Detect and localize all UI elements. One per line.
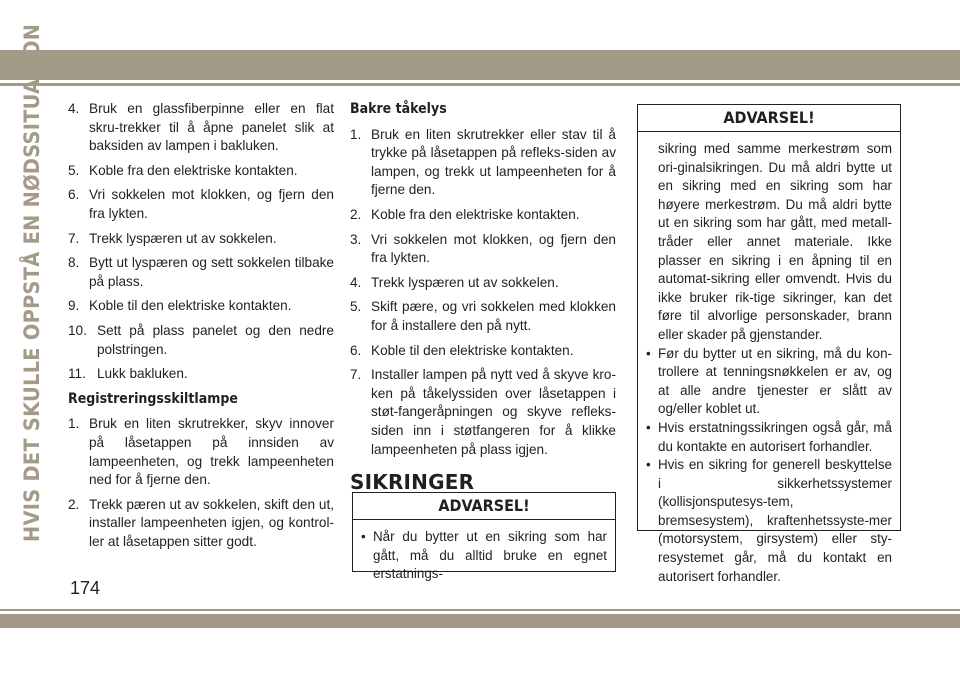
step-number: 3. — [350, 231, 362, 247]
step-text: Koble fra den elektriske kontakten. — [371, 206, 580, 222]
step-number: 4. — [68, 101, 80, 116]
rear-fog-steps — [350, 126, 616, 460]
step-number: 5. — [68, 162, 80, 178]
step-number: 6. — [350, 342, 362, 358]
footer-rule — [0, 609, 960, 611]
warning-bullet: • Før du bytter ut en sikring, må du kon-trollere at tenningsnøkkelen er av, og at alle andre tjenester er slått av og/eller koblet ut. — [646, 345, 892, 419]
footer-band — [0, 614, 960, 628]
chapter-side-title: HVIS DET SKULLE OPPSTÅ EN NØDSSITUASJON — [20, 23, 45, 542]
warning-body — [638, 132, 900, 594]
list-item — [350, 231, 616, 268]
step-number: 4. — [350, 274, 362, 290]
step-number: 7. — [68, 230, 80, 246]
warning-bullet: • Hvis erstatningssikringen også går, må du kontakte en autorisert forhandler. — [646, 419, 892, 456]
step-text: Lukk bakluken. — [97, 366, 188, 382]
step-number: 8. — [68, 255, 80, 271]
step-number: 1. — [68, 416, 80, 432]
column-1 — [68, 100, 334, 557]
step-text: Trekk lyspæren ut av sokkelen. — [371, 274, 559, 290]
warning-bullet: • Når du bytter ut en sikring som har gått, må du alltid bruke en egnet erstatnings- — [361, 528, 607, 584]
step-text: Skift pære, og vri sokkelen med klokken for å installere den på nytt. — [371, 299, 616, 333]
step-number: 1. — [350, 126, 362, 142]
list-item — [350, 126, 616, 200]
step-number: 9. — [68, 298, 80, 314]
list-item — [68, 297, 334, 316]
step-text: Bytt ut lyspæren og sett sokkelen tilbake på plass. — [89, 255, 334, 289]
step-text: Bruk en liten skrutrekker eller stav til å trykke på låsetappen på refleks-siden av lampen, og trekk ut lampeenheten for å fjerne den. — [371, 126, 616, 198]
step-text: Koble fra den elektriske kontakten. — [89, 162, 298, 178]
step-text: Vri sokkelen mot klokken, og fjern den fra lykten. — [89, 187, 334, 221]
step-text: Bruk en glassfiberpinne eller en flat skru-trekker til å åpne panelet slik at baksiden av lampen i bakluken. — [89, 101, 334, 154]
warning-title: ADVARSEL! — [353, 493, 615, 520]
list-item — [68, 254, 334, 291]
step-text: Trekk pæren ut av sokkelen, skift den ut, installer lampeenheten igjen, og kontrol-ler at låsetappen sitter godt. — [89, 496, 334, 549]
warning-continuation: sikring med samme merkestrøm som ori-ginalsikringen. Du må aldri bytte ut en sikring med en sikring som har høyere merkestrøm. Du må aldri bytte ut en sikring som har gått, med metall-tråder eller annet materiale. Ikke plasser en sikring i en åpning til en automat-sikring eller omvendt. Hvis du ikke bruker rik-tige sikringer, kan det føre til alvorlige personskader, brann eller skader på gjenstander. — [658, 141, 892, 342]
list-item — [68, 230, 334, 249]
step-text: Bruk en liten skrutrekker, skyv innover på låsetappen på innsiden av lampeenheten, og trekk lampeenheten ned for å fjerne den. — [89, 416, 334, 488]
list-item — [350, 342, 616, 361]
header-rule — [0, 83, 960, 86]
list-item — [68, 100, 334, 156]
fuse-warning-box — [352, 492, 616, 582]
step-text: Trekk lyspæren ut av sokkelen. — [89, 230, 277, 246]
step-text: Sett på plass panelet og den nedre polstringen. — [97, 322, 334, 357]
step-text: Installer lampen på nytt ved å skyve kro-ken på tåkelyssiden over låsetappen i støt-fangeråpningen og skyve refleks-siden inn i støtfangeren for å klikke lampeenheten på plass igjen. — [371, 367, 616, 457]
license-lamp-heading: Registreringsskiltlampe — [68, 390, 238, 407]
step-number: 6. — [68, 187, 80, 203]
step-text: Koble til den elektriske kontakten. — [371, 342, 574, 358]
list-item — [350, 274, 616, 293]
step-text: Koble til den elektriske kontakten. — [89, 298, 292, 314]
list-item — [350, 298, 616, 335]
step-number: 11. — [68, 366, 86, 382]
list-item — [68, 496, 334, 552]
step-number: 2. — [350, 206, 362, 222]
warning-bullet: • Hvis en sikring for generell beskyttelse i sikkerhetssystemer (kollisjonsputesys-tem, bremsesystem), kraftenhetssyste-mer (motorsystem, girsystem) eller sty-resystemet går, må du kontakt en autorisert forhandler. — [646, 456, 892, 586]
step-text: Vri sokkelen mot klokken, og fjern den fra lykten. — [371, 231, 616, 266]
list-item — [350, 366, 616, 459]
warning-body — [353, 520, 615, 592]
license-lamp-steps — [68, 415, 334, 551]
list-item — [68, 365, 334, 384]
list-item — [68, 322, 334, 359]
list-item — [350, 206, 616, 225]
list-item — [68, 186, 334, 223]
step-number: 7. — [350, 367, 362, 383]
section-title: SIKRINGER — [350, 470, 475, 495]
fuse-warning-continued-box — [637, 104, 901, 584]
list-item — [68, 415, 334, 489]
rear-fog-heading: Bakre tåkelys — [350, 101, 447, 117]
list-item — [68, 162, 334, 181]
step-number: 5. — [350, 299, 362, 315]
step-number: 10. — [68, 322, 87, 338]
column-2 — [350, 100, 616, 504]
warning-title: ADVARSEL! — [638, 105, 900, 132]
step-number: 2. — [68, 496, 80, 512]
taillamp-steps — [68, 100, 334, 384]
page-number: 174 — [70, 578, 101, 598]
header-band — [0, 50, 960, 80]
